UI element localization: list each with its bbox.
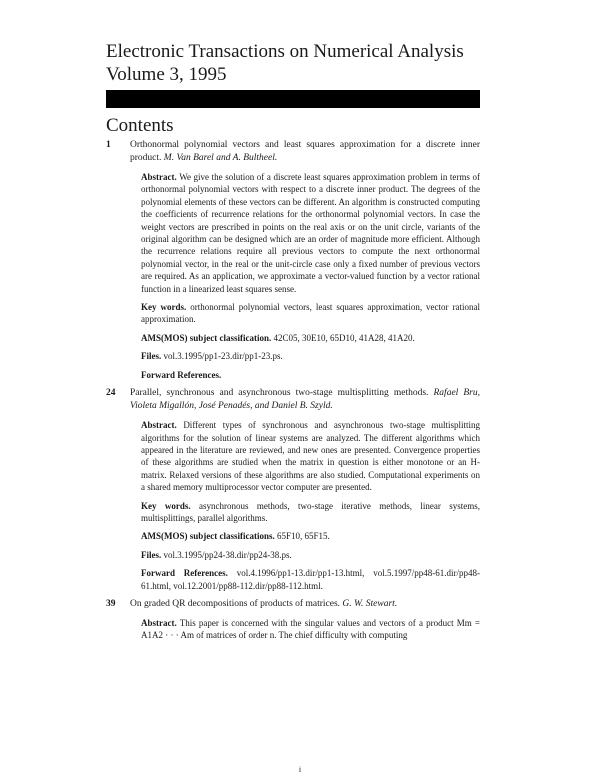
files-link[interactable]: vol.3.1995/pp1-23.dir/pp1-23.ps.	[163, 351, 283, 362]
abstract-label: Abstract.	[141, 617, 177, 628]
contents-list	[106, 139, 480, 642]
entry-authors: G. W. Stewart.	[342, 598, 398, 609]
entry-forward-references	[141, 567, 480, 592]
keywords-text: orthonormal polynomial vectors, least squares approximation, vector rational approximation.	[141, 302, 480, 325]
journal-name: Electronic Transactions on Numerical Analysis	[106, 41, 464, 62]
keywords-text: asynchronous methods, two-stage iterative methods, linear systems, multisplittings, parallel algorithms.	[141, 500, 481, 523]
entry-title-line	[130, 139, 480, 165]
entry-page-number: 24	[106, 388, 116, 399]
forward-label: Forward References.	[141, 369, 222, 380]
entry-forward-references	[141, 369, 480, 381]
entry-abstract	[141, 171, 480, 295]
entry-abstract	[141, 617, 480, 642]
entry-ams	[141, 530, 480, 542]
contents-entry	[106, 387, 480, 592]
page-number: i	[298, 765, 302, 774]
entry-title[interactable]: Parallel, synchronous and asynchronous two-stage multisplitting methods.	[130, 388, 429, 399]
entry-keywords	[141, 500, 480, 525]
ams-text: 42C05, 30E10, 65D10, 41A28, 41A20.	[273, 332, 415, 343]
keywords-label: Key words.	[141, 500, 191, 511]
header-rule-bar	[106, 90, 480, 108]
forward-links[interactable]: vol.4.1996/pp1-13.dir/pp1-13.html, vol.5.1997/pp48-61.dir/pp48-61.html, vol.12.2001/pp88-112.dir/pp88-112.html.	[141, 568, 480, 591]
entry-title-line	[130, 598, 480, 611]
entry-title[interactable]: On graded QR decompositions of products of matrices.	[130, 598, 341, 609]
forward-label: Forward References.	[141, 568, 228, 579]
abstract-text: This paper is concerned with the singular values and vectors of a product Mm = A1A2 · · · Am of matrices of order n. The chief difficulty with computing	[141, 617, 480, 641]
entry-title[interactable]: Orthonormal polynomial vectors and least squares approximation for a discrete inner product.	[130, 140, 480, 163]
entry-ams	[141, 332, 480, 344]
abstract-text: Different types of synchronous and asynchronous two-stage multisplitting algorithms for the solution of linear systems are analyzed. The different algorithms which appeared in the literature are reviewed, and new ones are presented. Convergence properties of these algorithms are studied when the matrix in question is either monotone or an H-matrix. Relaxed versions of these algorithms are also studied. Computational experiments on a shared memory multiprocessor vector computer are presented.	[141, 420, 481, 493]
files-label: Files.	[141, 351, 162, 362]
journal-volume: Volume 3, 1995	[106, 64, 227, 85]
entry-page-number: 1	[106, 140, 111, 150]
keywords-label: Key words.	[141, 302, 187, 313]
entry-page-number: 39	[106, 598, 116, 609]
files-link[interactable]: vol.3.1995/pp24-38.dir/pp24-38.ps.	[163, 549, 292, 560]
abstract-text: We give the solution of a discrete least squares approximation problem in terms of orthonormal polynomial vectors with respect to a discrete inner product. The degrees of the polynomial elements of these vectors can be different. An algorithm is constructed computing the coefficients of recurrence relations for the orthonormal polynomial vectors. In case the weight vectors are prescribed in points on the real axis or on the unit circle, variants of the original algorithm can be designed which are an order of magnitude more efficient. Although the recurrence relations require all previous vectors to compute the next orthonormal polynomial vector, in the real or the unit-circle case only a fixed number of previous vectors are required. As an application, we approximate a vector-valued function by a vector rational function in a linearized least squares sense.	[141, 172, 481, 294]
entry-authors: Rafael Bru, Violeta Migallón, José Penadés, and Daniel B. Szyld.	[130, 388, 480, 412]
entry-files	[141, 350, 480, 362]
entry-authors: M. Van Barel and A. Bultheel.	[163, 153, 278, 163]
contents-entry	[106, 598, 480, 642]
ams-label: AMS(MOS) subject classifications.	[141, 531, 275, 542]
abstract-label: Abstract.	[141, 172, 177, 182]
ams-text: 65F10, 65F15.	[277, 531, 330, 542]
ams-label: AMS(MOS) subject classification.	[141, 332, 272, 343]
abstract-label: Abstract.	[141, 420, 177, 431]
contents-heading: Contents	[106, 115, 174, 136]
entry-title-line	[130, 387, 480, 413]
entry-abstract	[141, 419, 480, 493]
journal-header	[106, 40, 506, 86]
files-label: Files.	[141, 549, 162, 560]
contents-entry	[106, 139, 480, 381]
entry-files	[141, 549, 480, 561]
entry-keywords	[141, 301, 480, 326]
